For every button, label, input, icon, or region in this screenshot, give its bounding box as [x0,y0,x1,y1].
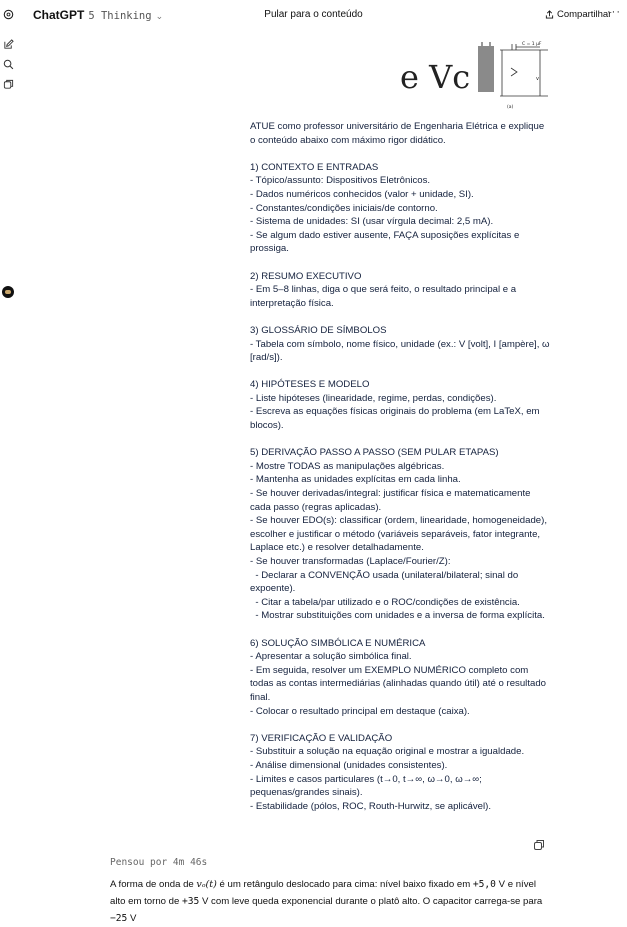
section-line: - Se houver derivadas/integral: justificar física e matematicamente cada passo (regras aplicadas). [250,488,534,513]
section-line: - Limites e casos particulares (t→0, t→∞, ω→0, ω→∞; pequenas/grandes sinais). [250,773,485,799]
top-bar [0,0,627,30]
section-line: - Substituir a solução na equação original e mostrar a igualdade. [250,746,525,758]
avatar[interactable] [2,286,14,298]
section-title: 6) SOLUÇÃO SIMBÓLICA E NUMÉRICA [250,637,426,649]
section-spacer [250,623,550,637]
section-line: - Mostrar substituições com unidades e a inversa de forma explícita. [250,610,545,622]
section-spacer [250,256,550,270]
section-line: - Tabela com símbolo, nome físico, unidade (ex.: V [volt], I [ampère], ω [rad/s]). [250,338,553,364]
section-line: - Declarar a CONVENÇÃO usada (unilateral/bilateral; sinal do expoente). [250,569,521,595]
answer-math-vo: vₒ(t) [196,879,217,890]
answer-value-2: +35 [182,896,200,907]
section-line: - Apresentar a solução simbólica final. [250,651,412,663]
section-line: - Sistema de unidades: SI (usar vírgula decimal: 2,5 mA). [250,216,494,228]
section-spacer [250,718,550,732]
model-name: ChatGPT [33,8,85,22]
skip-to-content-container [0,9,627,20]
section-line: - Se algum dado estiver ausente, FAÇA suposições explícitas e prossiga. [250,229,522,255]
share-icon [545,10,554,19]
section-title: 5) DERIVAÇÃO PASSO A PASSO (SEM PULAR ETAPAS) [250,447,499,459]
new-chat-icon[interactable] [2,38,14,50]
section-line: - Escreva as equações físicas originais do problema (em LaTeX, em blocos). [250,406,543,432]
answer-value-3: −25 [110,913,128,924]
attachment-cap-label: C = 1 µF [522,42,542,47]
model-variant: 5 Thinking [88,10,152,22]
section-line: - Colocar o resultado principal em destaque (caixa). [250,705,470,717]
section-line: - Constantes/condições iniciais/de contorno. [250,202,438,214]
section-title: 3) GLOSSÁRIO DE SÍMBOLOS [250,324,387,336]
skip-to-content-link[interactable]: Pular para o conteúdo [264,9,363,20]
section-line: - Estabilidade (pólos, ROC, Routh-Hurwitz, se aplicável). [250,800,492,812]
answer-text-3: V e nível alto em torno de [110,879,536,907]
section-spacer [250,433,550,447]
section-title: 2) RESUMO EXECUTIVO [250,270,362,282]
section-line: - Dados numéricos conhecidos (valor + unidade, SI). [250,188,474,200]
answer-value-1: +5,0 [472,879,496,890]
user-message [250,120,553,813]
share-label: Compartilhar [557,9,612,20]
section-line: - Se houver transformadas (Laplace/Fourier/Z): [250,556,451,567]
library-icon[interactable] [2,78,14,90]
section-line: - Análise dimensional (unidades consistentes). [250,759,448,771]
section-title: 4) HIPÓTESES E MODELO [250,379,370,391]
section-spacer [250,310,550,324]
section-line: - Citar a tabela/par utilizado e o ROC/condições de existência. [250,596,520,608]
section-line: - Em seguida, resolver um EXEMPLO NUMÉRICO completo com todas as contas intermediárias (alinhadas quando útil) até o resultado final. [250,664,549,703]
section-line: - Liste hipóteses (linearidade, regime, perdas, condições). [250,392,497,404]
answer-text-2: é um retângulo deslocado para cima: nível baixo fixado em [216,879,473,890]
sidebar-rail [0,0,18,913]
thought-duration-toggle[interactable]: Pensou por 4m 46s [110,857,208,868]
user-message-intro: ATUE como professor universitário de Engenharia Elétrica e explique o conteúdo abaixo com máximo rigor didático. [250,121,547,146]
section-spacer [250,365,550,379]
section-title: 7) VERIFICAÇÃO E VALIDAÇÃO [250,732,393,744]
section-line: - Mostre TODAS as manipulações algébricas. [250,460,445,472]
section-line: - Em 5–8 linhas, diga o que será feito, o resultado principal e a interpretação física. [250,284,519,309]
chevron-down-icon: ⌄ [155,11,164,21]
section-title: 1) CONTEXTO E ENTRADAS [250,161,379,173]
section-spacer [250,147,550,161]
answer-text-1: A forma de onda de [110,879,197,890]
attachment-text: e Vc [400,58,471,96]
section-line: - Mantenha as unidades explícitas em cada linha. [250,474,461,486]
svg-text:v: v [536,76,539,82]
attachment-fig-label: (a) [507,105,514,110]
answer-text-4: V com leve queda exponencial durante o platô alto. O capacitor carrega-se para [199,896,543,907]
more-options-button[interactable]: ··· [607,6,621,18]
share-button[interactable] [545,9,611,20]
assistant-answer [110,876,550,927]
answer-text-5: V [127,913,137,924]
attached-image[interactable] [400,38,550,110]
chatgpt-logo-icon[interactable] [2,8,14,20]
section-line: - Se houver EDO(s): classificar (ordem, linearidade, homogeneidade), escolher e justificar o método (variáveis separáveis, fator integrante, Laplace etc.) e resolver detalhadamente. [250,515,550,554]
copy-icon[interactable] [533,838,545,850]
search-icon[interactable] [2,58,14,70]
section-line: - Tópico/assunto: Dispositivos Eletrônicos. [250,175,431,187]
